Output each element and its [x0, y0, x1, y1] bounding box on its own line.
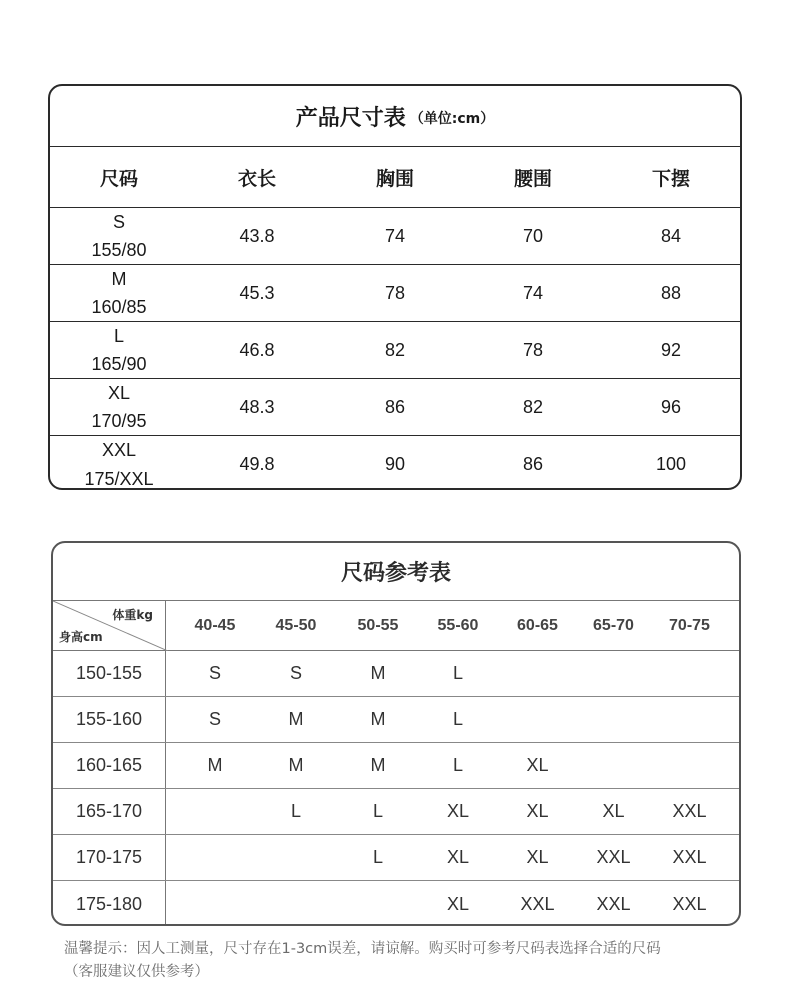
size-cell	[50, 322, 188, 378]
size-recommendation-cell: L	[372, 847, 383, 867]
header-size: 尺码	[99, 167, 138, 190]
weight-range-header: 60-65	[517, 616, 558, 634]
size-recommendation-cell: XL	[602, 801, 625, 821]
size-chart-unit: （单位:cm）	[409, 111, 495, 127]
reference-row	[53, 835, 739, 881]
size-recommendation-cell	[587, 743, 640, 788]
size-chart-header-row	[50, 147, 740, 208]
size-spec: 165/90	[91, 354, 147, 374]
measurement-note	[64, 938, 744, 984]
waist-value: 86	[522, 454, 544, 474]
size-chart-table	[48, 84, 742, 490]
note-line-1: 温馨提示：因人工测量，尺寸存在1-3cm误差，请谅解。购买时可参考尺码表选择合适的尺码	[64, 941, 661, 957]
size-recommendation-cell: XL	[526, 755, 549, 775]
length-value: 43.8	[239, 225, 275, 246]
length-value: 45.3	[239, 282, 275, 303]
size-recommendation-cell: L	[372, 801, 383, 821]
size-recommendation-cell: L	[452, 663, 463, 683]
size-recommendation-cell	[328, 881, 428, 926]
size-chart-row	[50, 379, 740, 436]
reference-title: 尺码参考表	[340, 561, 451, 586]
height-range: 155-160	[53, 697, 166, 742]
size-recommendation-cell: M	[207, 755, 223, 775]
size-reference-table	[51, 541, 741, 926]
weight-range-header: 55-60	[437, 616, 479, 634]
size-recommendation-cell	[166, 881, 264, 926]
length-value: 48.3	[239, 396, 275, 417]
size-recommendation-cell: S	[208, 709, 221, 729]
size-recommendation-cell: XL	[446, 801, 470, 821]
hem-value: 84	[660, 225, 682, 246]
size-recommendation-cell: M	[288, 709, 304, 729]
hem-value: 100	[655, 454, 687, 474]
size-recommendation-cell: XXL	[672, 893, 707, 914]
chest-value: 86	[384, 396, 406, 417]
waist-value: 74	[522, 282, 544, 303]
waist-value: 82	[522, 396, 544, 417]
size-recommendation-cell	[488, 651, 587, 696]
size-chart-row	[50, 265, 740, 322]
size-recommendation-cell: L	[290, 801, 301, 821]
reference-header-row	[53, 601, 739, 651]
size-label: M	[111, 269, 127, 289]
corner-weight-label: 体重kg	[112, 608, 153, 622]
size-spec: 160/85	[91, 297, 147, 317]
size-spec: 175/XXL	[84, 468, 154, 489]
size-chart-title: 产品尺寸表	[295, 105, 406, 131]
size-recommendation-cell: M	[370, 663, 386, 683]
height-range: 150-155	[53, 651, 166, 696]
size-recommendation-cell: M	[370, 755, 386, 775]
size-recommendation-cell: L	[452, 709, 463, 729]
size-recommendation-cell	[640, 697, 739, 742]
size-label: XXL	[101, 440, 137, 461]
size-recommendation-cell: XL	[526, 847, 549, 867]
size-recommendation-cell: XXL	[596, 847, 631, 867]
size-recommendation-cell	[488, 697, 587, 742]
size-spec: 155/80	[91, 240, 147, 260]
size-chart-row	[50, 322, 740, 379]
weight-range-header: 45-50	[275, 616, 317, 634]
corner-height-label: 身高cm	[59, 630, 103, 644]
weight-range-header: 50-55	[357, 616, 399, 634]
size-recommendation-cell	[166, 789, 264, 834]
size-recommendation-cell: XXL	[672, 801, 707, 821]
length-value: 49.8	[239, 454, 275, 474]
size-recommendation-cell	[587, 697, 640, 742]
reference-title-bar	[53, 543, 739, 601]
weight-range-header: 40-45	[194, 616, 236, 634]
height-range: 175-180	[53, 881, 166, 926]
size-recommendation-cell: XXL	[520, 893, 555, 914]
size-recommendation-cell: S	[289, 663, 302, 683]
size-recommendation-cell	[640, 651, 739, 696]
waist-value: 78	[522, 339, 544, 360]
height-range: 165-170	[53, 789, 166, 834]
size-recommendation-cell: XXL	[672, 847, 707, 867]
size-recommendation-cell	[166, 835, 264, 880]
size-cell	[50, 208, 188, 264]
size-recommendation-cell: XXL	[596, 893, 631, 914]
size-label: L	[113, 326, 124, 346]
size-recommendation-cell: XL	[446, 847, 470, 867]
size-chart-title-bar	[50, 86, 740, 147]
size-recommendation-cell: XL	[446, 893, 470, 914]
size-recommendation-cell: M	[370, 709, 386, 729]
header-waist: 腰围	[513, 167, 552, 190]
size-chart-row	[50, 436, 740, 490]
chest-value: 78	[384, 282, 406, 303]
size-recommendation-cell	[640, 743, 739, 788]
waist-value: 70	[522, 225, 544, 246]
hem-value: 96	[660, 396, 682, 417]
size-chart-row	[50, 208, 740, 265]
reference-row	[53, 651, 739, 697]
hem-value: 88	[660, 282, 682, 303]
reference-row	[53, 789, 739, 835]
size-label: S	[112, 212, 125, 232]
height-range: 170-175	[53, 835, 166, 880]
size-recommendation-cell: M	[288, 755, 304, 775]
reference-corner-cell	[53, 601, 166, 650]
size-recommendation-cell	[587, 651, 640, 696]
reference-row	[53, 881, 739, 926]
weight-range-header: 70-75	[669, 616, 710, 634]
chest-value: 74	[384, 225, 406, 246]
reference-row	[53, 697, 739, 743]
size-label: XL	[107, 383, 131, 403]
chest-value: 82	[384, 339, 406, 360]
size-recommendation-cell: S	[208, 663, 221, 683]
size-spec: 170/95	[91, 411, 147, 431]
size-recommendation-cell	[264, 881, 328, 926]
size-recommendation-cell	[264, 835, 328, 880]
size-cell	[50, 436, 188, 490]
size-recommendation-cell: L	[452, 755, 463, 775]
note-line-2: （客服建议仅供参考）	[64, 964, 209, 980]
header-chest: 胸围	[375, 167, 414, 190]
hem-value: 92	[660, 339, 682, 360]
reference-row	[53, 743, 739, 789]
length-value: 46.8	[239, 339, 275, 360]
size-recommendation-cell: XL	[526, 801, 549, 821]
weight-range-header: 65-70	[593, 616, 634, 634]
size-cell	[50, 379, 188, 435]
size-cell	[50, 265, 188, 321]
header-length: 衣长	[237, 167, 276, 190]
header-hem: 下摆	[651, 167, 690, 190]
chest-value: 90	[384, 454, 406, 474]
height-range: 160-165	[53, 743, 166, 788]
